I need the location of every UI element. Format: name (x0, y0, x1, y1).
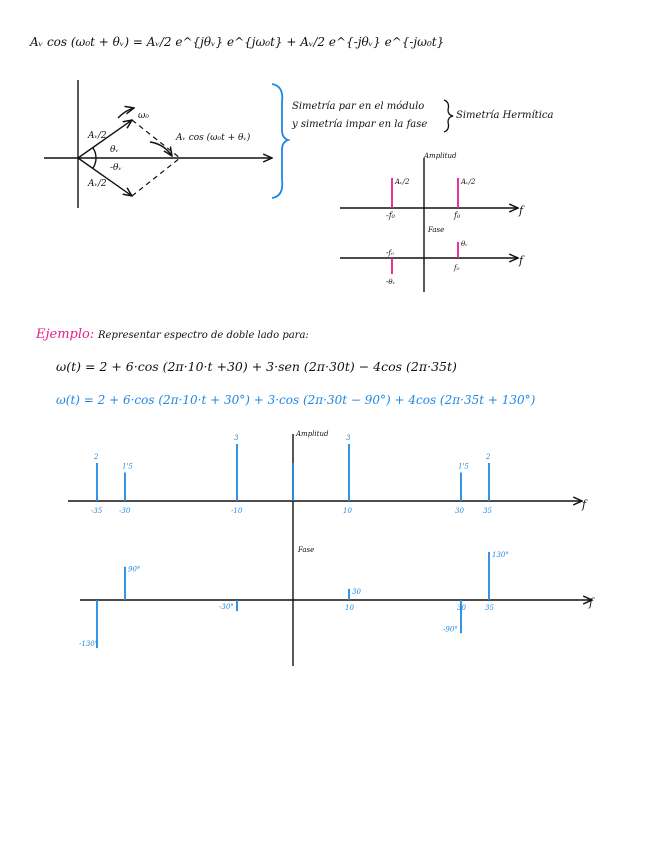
sum-dash-upper (132, 120, 180, 158)
phase-tick-label-10: 10 (345, 604, 354, 612)
amp-value-label-30: 1'5 (458, 462, 469, 471)
blue-brace (272, 84, 288, 198)
phasor-half-amp-upper: Aᵥ/2 (88, 131, 107, 141)
angle-arc-lower (93, 158, 96, 168)
small-amp-f-label: f (519, 204, 524, 217)
phase-tick-label-30: 30 (457, 604, 466, 612)
amp-tick-label--10: -10 (231, 507, 243, 515)
amp-value-label--10: 3 (234, 434, 239, 442)
amp-tick-label--35: -35 (91, 507, 103, 515)
example-label: Ejemplo: (36, 327, 95, 342)
small-phase-top-label: θᵥ (461, 240, 468, 248)
amp-tick-label-10: 10 (343, 507, 352, 515)
phase-chart (79, 546, 595, 648)
phasor-resultant-label: Aᵥ cos (ω₀t + θᵥ) (176, 133, 251, 143)
amp-tick-label--30: -30 (119, 507, 131, 515)
amp-axis-title: Amplitud (296, 430, 329, 438)
small-amp-bar-label-left: Aᵥ/2 (395, 178, 410, 186)
amp-tick-label-35: 35 (483, 507, 492, 515)
amp-value-label--35: 2 (94, 453, 99, 461)
phasor-negative (78, 158, 132, 196)
euler-formula: Aᵥ cos (ω₀t + θᵥ) = Aᵥ/2 e^{jθᵥ} e^{jω₀t} + Aᵥ/2 e^{-jθᵥ} e^{-jω₀t} (30, 35, 445, 49)
small-amp-title: Amplitud (424, 152, 457, 160)
phasor-omega: ω₀ (138, 111, 149, 121)
rotation-arrow-icon (118, 108, 134, 118)
black-brace (444, 100, 453, 132)
amp-f-label: f (582, 498, 587, 511)
phase-value-label-30: -90° (443, 625, 458, 634)
phase-value-label--35: -130° (79, 640, 99, 649)
small-phase-f-label: f (519, 254, 524, 267)
small-amp-pos-tick: f₀ (454, 211, 461, 220)
amp-value-label-35: 2 (486, 453, 491, 461)
small-phase-spectrum (340, 226, 525, 286)
small-amplitude-spectrum (340, 152, 525, 292)
phasor-half-amp-lower: Aᵥ/2 (88, 179, 107, 189)
small-amp-neg-tick: -f₀ (386, 211, 395, 220)
amp-tick-label-30: 30 (455, 507, 464, 515)
small-phase-pos-tick: f₀ (454, 264, 460, 272)
phasor-angle-neg: -θᵥ (110, 163, 122, 173)
phase-axis-title: Fase (298, 546, 315, 554)
note-line2: y simetría impar en la fase (292, 119, 428, 130)
phase-value-label-10: 30 (352, 587, 361, 596)
phasor-angle-pos: θᵥ (110, 145, 119, 155)
small-amp-bar-label-right: Aᵥ/2 (461, 178, 476, 186)
phase-f-label: f (589, 596, 594, 609)
example-eq2: ω(t) = 2 + 6·cos (2π·10·t + 30°) + 3·cos (2π·30t − 90°) + 4cos (2π·35t + 130°) (56, 393, 536, 407)
small-phase-bottom-label: -θᵥ (386, 278, 396, 286)
note-line1: Simetría par en el módulo (292, 101, 425, 112)
small-phase-neg-tick: -f₀ (386, 249, 394, 257)
phase-value-label--10: -30° (219, 603, 234, 612)
small-phase-title: Fase (428, 226, 445, 234)
note-summary: Simetría Hermítica (456, 110, 554, 121)
angle-arc-upper (93, 148, 96, 158)
amplitude-chart (68, 430, 588, 666)
amp-value-label--30: 1'5 (122, 462, 133, 471)
phase-value-label--30: 90° (128, 565, 141, 574)
example-eq1: ω(t) = 2 + 6·cos (2π·10·t +30) + 3·sen (2π·30t) − 4cos (2π·35t) (56, 359, 457, 374)
sum-dash-lower (132, 158, 180, 196)
amp-value-label-10: 3 (346, 434, 351, 442)
phasor-diagram (44, 80, 272, 208)
phase-value-label-35: 130° (492, 550, 509, 559)
example-task: Representar espectro de doble lado para: (98, 330, 309, 341)
phase-tick-label-35: 35 (485, 604, 494, 612)
